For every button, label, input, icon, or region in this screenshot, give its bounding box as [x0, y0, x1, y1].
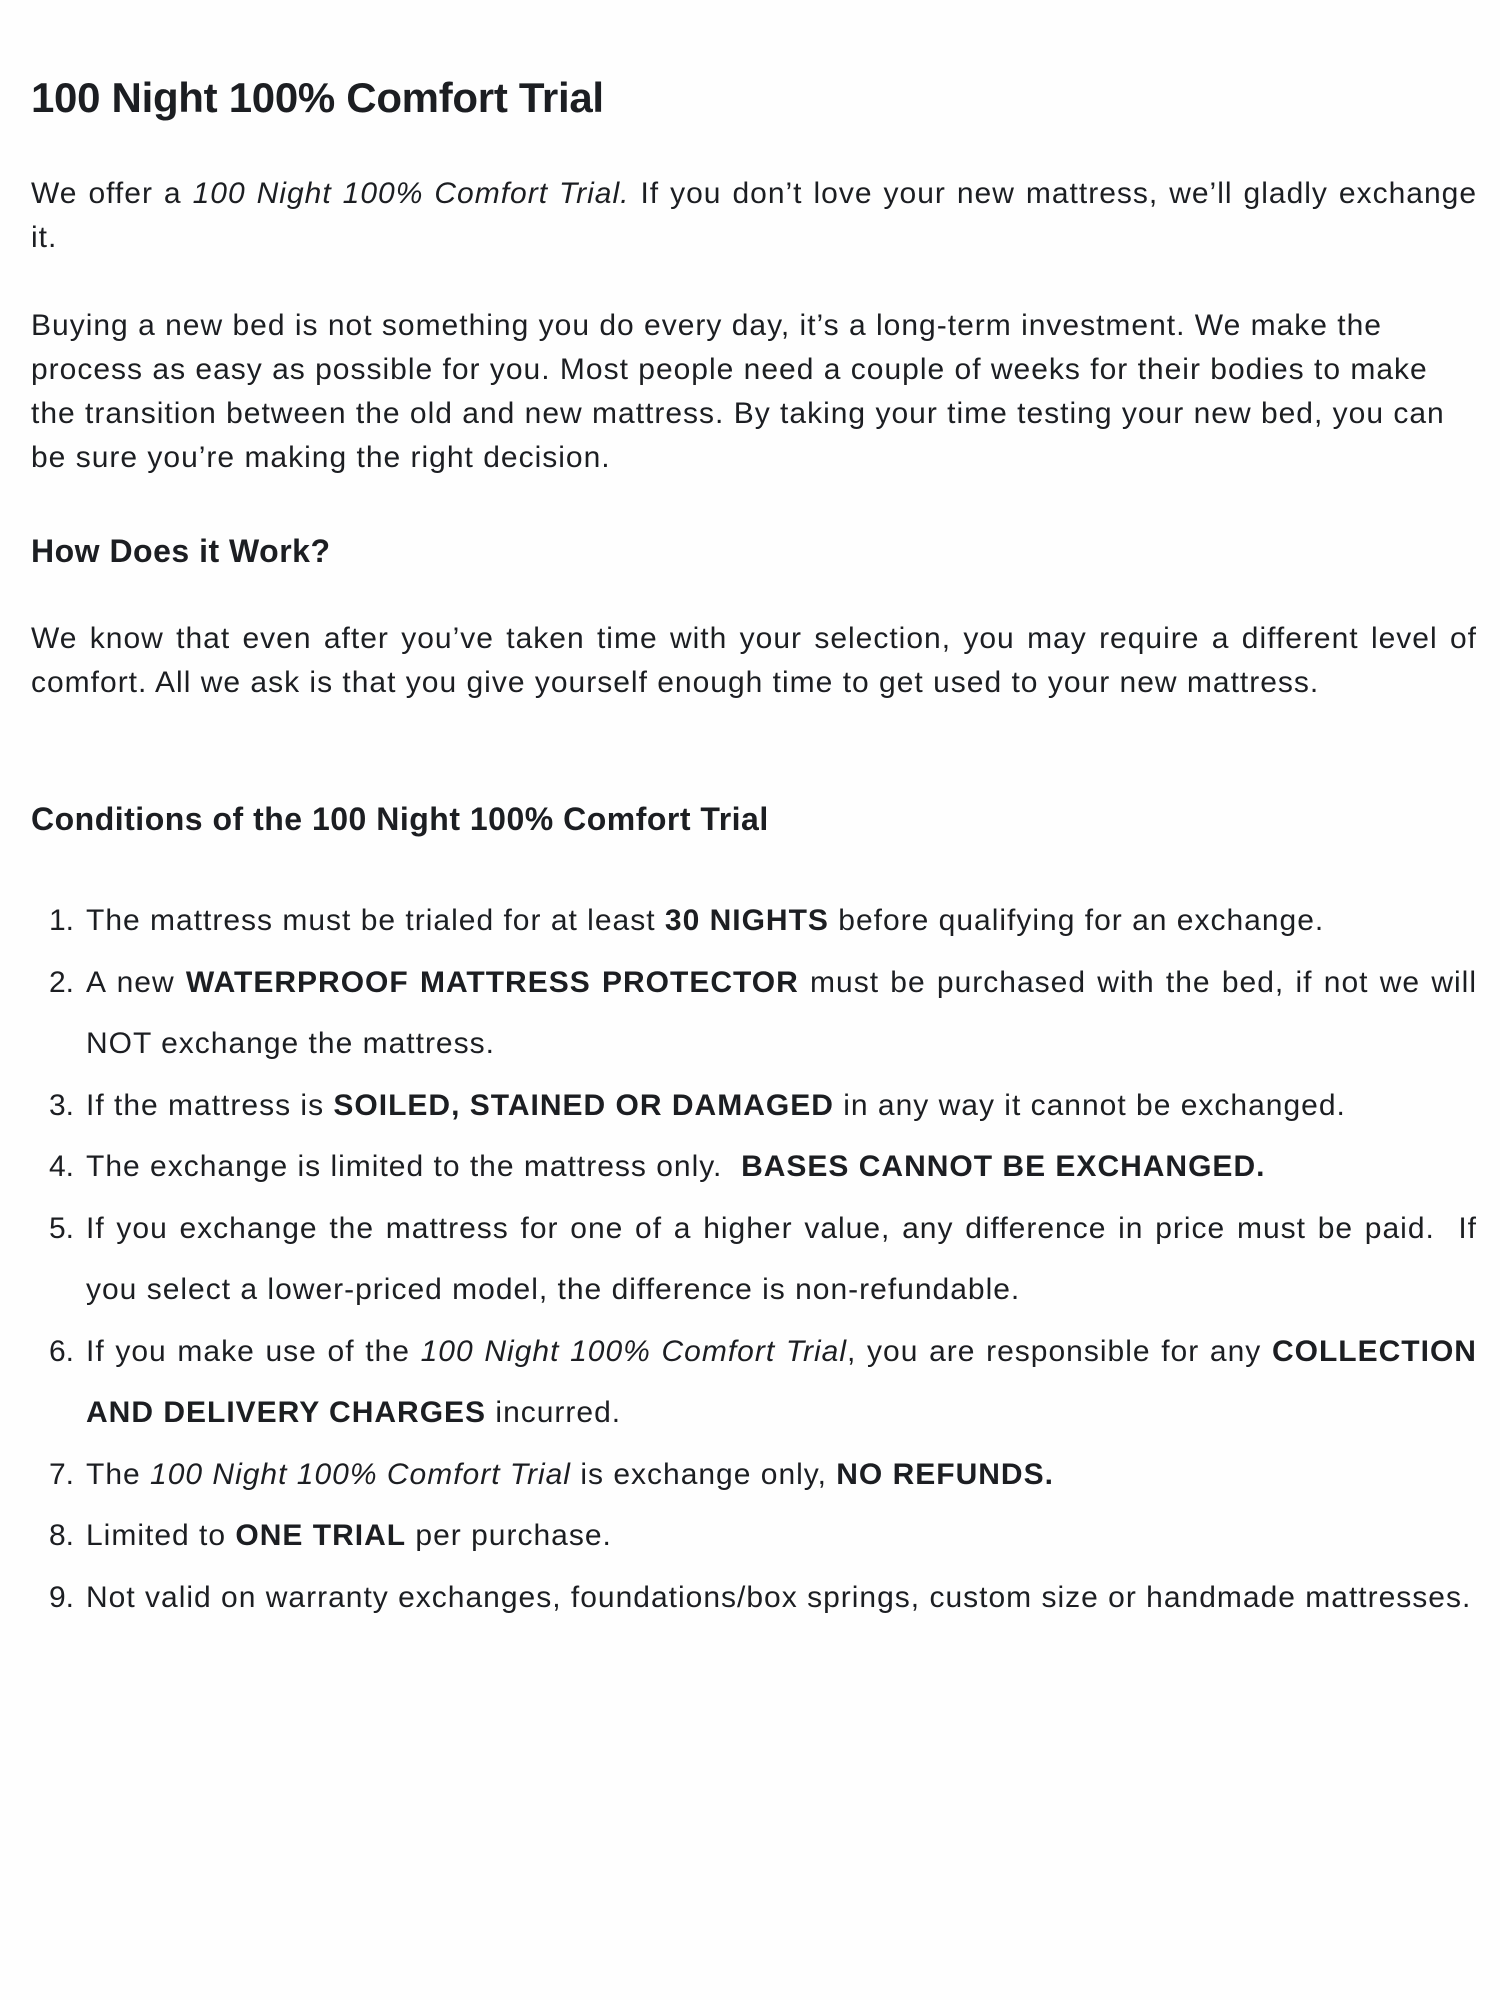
list-item: 9. Not valid on warranty exchanges, foundations/box springs, custom size or handmade mattresses.: [49, 1580, 1472, 1614]
page-title: 100 Night 100% Comfort Trial: [31, 74, 604, 121]
list-item: 7. The 100 Night 100% Comfort Trial is exchange only, NO REFUNDS.: [49, 1457, 1054, 1491]
list-item: 4. The exchange is limited to the mattress only. BASES CANNOT BE EXCHANGED.: [49, 1150, 1266, 1183]
trial-name: 100 Night 100% Comfort Trial.: [192, 177, 630, 210]
list-item: 3. If the mattress is SOILED, STAINED OR DAMAGED in any way it cannot be exchanged.: [49, 1088, 1346, 1122]
intro-paragraph-1: We offer a 100 Night 100% Comfort Trial. If you don’t love your new mattress, we’ll gladly exchange it.: [31, 177, 1478, 254]
how-heading: How Does it Work?: [31, 533, 331, 569]
conditions-list: [31, 890, 1487, 1628]
list-item: 1. The mattress must be trialed for at least 30 NIGHTS before qualifying for an exchange.: [49, 904, 1325, 937]
list-item: 2. A new WATERPROOF MATTRESS PROTECTOR must be purchased with the bed, if not we will NOT exchange the mattress.: [49, 965, 1478, 1060]
list-item: 8. Limited to ONE TRIAL per purchase.: [49, 1519, 612, 1552]
list-item: 6. If you make use of the 100 Night 100% Comfort Trial, you are responsible for any COLLECTION AND DELIVERY CHARGES incurred.: [49, 1334, 1477, 1429]
intro-paragraph-2: Buying a new bed is not something you do every day, it’s a long-term investment. We make the process as easy as possible for you. Most people need a couple of weeks for their bodies to make the transition between the old and new mattress. By taking your time testing your new bed, you can be sure you’re making the right decision.: [31, 309, 1445, 474]
list-item: 5. If you exchange the mattress for one of a higher value, any difference in price must be paid. If you select a lower-priced model, the difference is non-refundable.: [49, 1211, 1487, 1306]
conditions-heading: Conditions of the 100 Night 100% Comfort Trial: [31, 801, 769, 837]
how-paragraph: We know that even after you’ve taken time with your selection, you may require a different level of comfort. All we ask is that you give yourself enough time to get used to your new mattress.: [31, 622, 1477, 699]
